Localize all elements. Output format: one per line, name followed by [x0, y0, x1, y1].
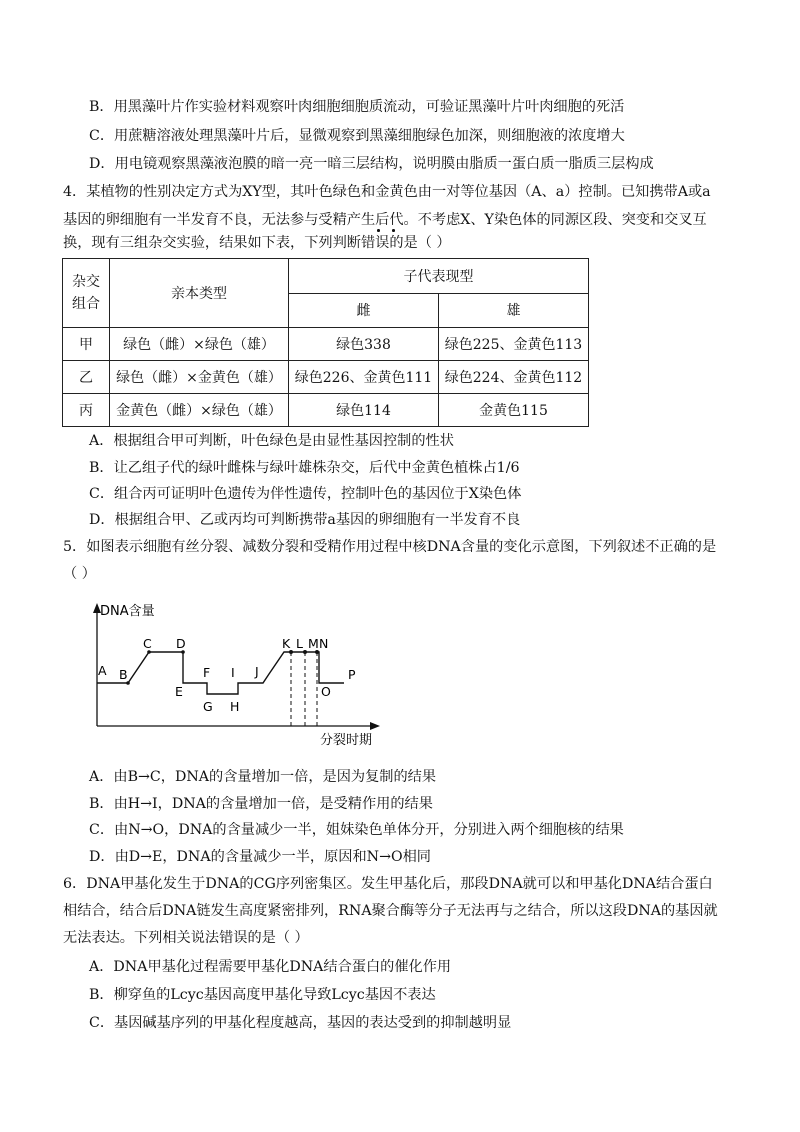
q4-option-c: C．组合丙可证明叶色遗传为伴性遗传，控制叶色的基因位于X染色体 — [89, 486, 522, 502]
q6-option-a: A．DNA甲基化过程需要甲基化DNA结合蛋白的催化作用 — [89, 959, 452, 975]
point-label-n: N — [319, 636, 329, 651]
q6-option-c: C．基因碱基序列的甲基化程度越高，基因的表达受到的抑制越明显 — [89, 1015, 512, 1031]
q3-option-c: C．用蔗糖溶液处理黑藻叶片后，显微观察到黑藻细胞绿色加深，则细胞液的浓度增大 — [89, 128, 625, 144]
q5-option-c: C．由N→O，DNA的含量减少一半，姐妹染色单体分开，分别进入两个细胞核的结果 — [89, 822, 624, 838]
point-label-d: D — [176, 636, 186, 651]
cell-male: 绿色225、金黄色113 — [439, 328, 589, 361]
table-row — [63, 394, 589, 427]
hybridization-table — [62, 258, 589, 427]
point-label-j: J — [255, 664, 259, 679]
header-offspring: 子代表现型 — [289, 259, 589, 294]
cell-parent: 绿色（雌）×金黄色（雄） — [110, 361, 289, 394]
marker-l — [303, 650, 307, 654]
table-row — [63, 361, 589, 394]
q4-stem-line3: 换，现有三组杂交实验，结果如下表，下列判断错误的是（ ） — [63, 235, 451, 251]
q3-option-b: B．用黑藻叶片作实验材料观察叶肉细胞细胞质流动，可验证黑藻叶片叶肉细胞的死活 — [89, 99, 625, 115]
point-label-i: I — [231, 665, 235, 680]
x-axis-label: 分裂时期 — [320, 733, 373, 747]
q4-stem-line1: 4．某植物的性别决定方式为XY型，其叶色绿色和金黄色由一对等位基因（A、a）控制。已知携带A或a — [63, 184, 711, 200]
point-label-h: H — [230, 699, 240, 714]
cell-group: 乙 — [63, 361, 110, 394]
cell-parent: 金黄色（雌）×绿色（雄） — [110, 394, 289, 427]
point-label-a: A — [98, 663, 107, 678]
point-label-c: C — [143, 636, 152, 651]
q4-stem-line2: 基因的卵细胞有一半发育不良，无法参与受精产生后代。不考虑X、Y染色体的同源区段、突变和交叉互 — [63, 212, 707, 228]
y-axis-label: DNA含量 — [100, 604, 155, 619]
emphasis-dots — [372, 229, 402, 233]
cell-male: 金黄色115 — [439, 394, 589, 427]
header-female: 雌 — [289, 293, 439, 328]
point-label-p: P — [348, 667, 356, 682]
q5-option-d: D．由D→E，DNA的含量减少一半，原因和N→O相同 — [89, 849, 431, 865]
header-parent: 亲本类型 — [110, 259, 289, 328]
q3-option-d: D．用电镜观察黑藻液泡膜的暗一亮一暗三层结构，说明膜由脂质一蛋白质一脂质三层构成 — [89, 156, 654, 172]
q6-stem-line3: 无法表达。下列相关说法错误的是（ ） — [63, 930, 309, 946]
cell-parent: 绿色（雌）×绿色（雄） — [110, 328, 289, 361]
cell-female: 绿色114 — [289, 394, 439, 427]
x-axis-arrow — [370, 722, 380, 730]
point-label-e: E — [175, 684, 183, 699]
cell-group: 甲 — [63, 328, 110, 361]
q5-stem-line2: （ ） — [63, 566, 96, 582]
point-label-g: G — [203, 699, 213, 714]
q5-option-b: B．由H→I，DNA的含量增加一倍，是受精作用的结果 — [89, 796, 433, 812]
cell-female: 绿色226、金黄色111 — [289, 361, 439, 394]
dna-curve — [97, 652, 344, 694]
q5-option-a: A．由B→C，DNA的含量增加一倍，是因为复制的结果 — [89, 769, 437, 785]
point-label-o: O — [321, 684, 331, 699]
q6-stem-line1: 6．DNA甲基化发生于DNA的CG序列密集区。发生甲基化后，那段DNA就可以和甲基化DNA结合蛋白 — [63, 876, 713, 892]
header-male: 雄 — [439, 293, 589, 328]
point-label-m: M — [308, 636, 319, 651]
point-label-l: L — [296, 636, 303, 651]
point-label-k: K — [282, 636, 291, 651]
q5-stem-line1: 5．如图表示细胞有丝分裂、减数分裂和受精作用过程中核DNA含量的变化示意图，下列叙述不正确的是 — [63, 539, 717, 555]
q6-option-b: B．柳穿鱼的Lcyc基因高度甲基化导致Lcyc基因不表达 — [89, 987, 436, 1003]
cell-group: 丙 — [63, 394, 110, 427]
q4-option-b: B．让乙组子代的绿叶雌株与绿叶雄株杂交，后代中金黄色植株占1/6 — [89, 460, 520, 476]
dna-content-figure — [80, 597, 390, 747]
point-label-b: B — [119, 667, 128, 682]
cell-male: 绿色224、金黄色112 — [439, 361, 589, 394]
q6-stem-line2: 相结合，结合后DNA链发生高度紧密排列，RNA聚合酶等分子无法再与之结合，所以这段DNA的基因就 — [63, 903, 718, 919]
header-group: 杂交组合 — [63, 259, 110, 328]
q4-option-d: D．根据组合甲、乙或丙均可判断携带a基因的卵细胞有一半发育不良 — [89, 512, 521, 528]
table-row — [63, 328, 589, 361]
cell-female: 绿色338 — [289, 328, 439, 361]
q4-option-a: A．根据组合甲可判断，叶色绿色是由显性基因控制的性状 — [89, 433, 454, 449]
point-label-f: F — [203, 665, 211, 680]
